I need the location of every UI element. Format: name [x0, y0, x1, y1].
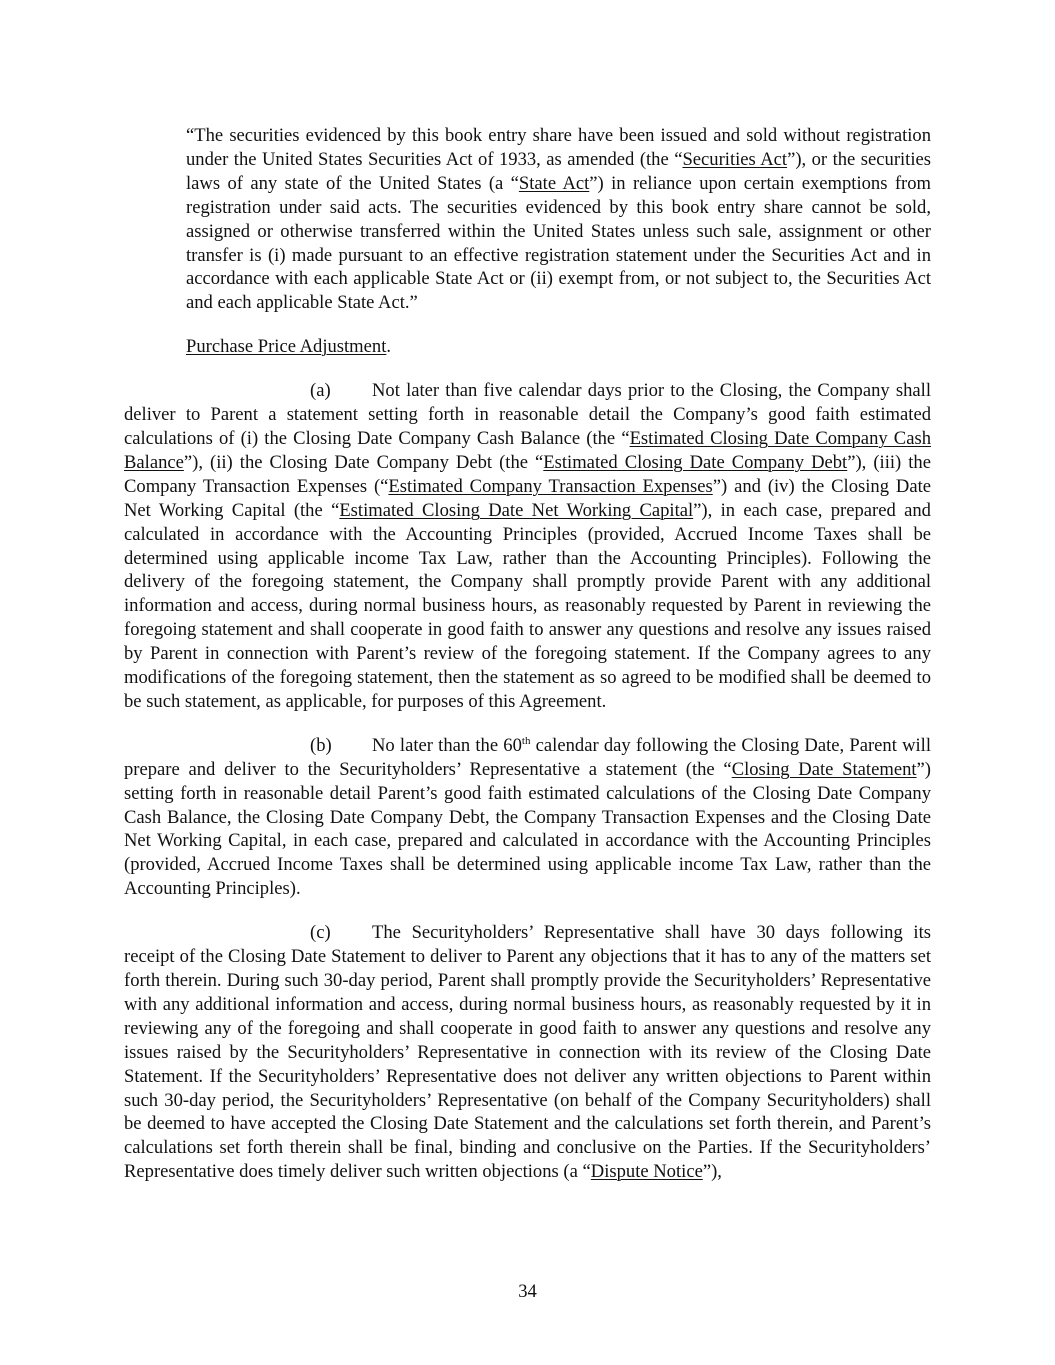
subsection-b	[124, 734, 931, 901]
document-page	[124, 124, 931, 1184]
section-heading-suffix: .	[386, 336, 392, 358]
text-run: ”), (ii) the Closing Date Company Debt (the “	[183, 451, 544, 473]
defined-term: Dispute Notice	[590, 1161, 703, 1183]
text-run: “The securities evidenced by this book entry share have been issued and sold without registration under the United States Securities Act of 1933, as amended (the “	[186, 125, 931, 170]
subsection-label: (b)	[310, 734, 332, 756]
ordinal-suffix: th	[521, 734, 531, 747]
text-run: ”) in reliance upon certain exemptions from registration under said acts. The securities evidenced by this book entry share cannot be sold, assigned or otherwise transferred within the United States unless such sale, assignment or other transfer is (i) made pursuant to an effective registration statement under the Securities Act and in accordance with each applicable State Act or (ii) exempt from, or not subject to, the Securities Act and each applicable State Act.”	[186, 172, 931, 314]
defined-term: Estimated Closing Date Company Debt	[543, 451, 848, 473]
text-run: No later than the 60	[372, 734, 522, 756]
text-run: calendar day following the Closing Date, Parent will prepare and deliver to the Securityholders’ Representative a statement (the “	[124, 734, 931, 780]
text-run: ”), (iii) the Company Transaction Expenses (“	[124, 451, 931, 497]
defined-term: Securities Act	[682, 148, 788, 170]
subsection-label: (a)	[310, 380, 331, 402]
text-run: ”),	[702, 1161, 722, 1183]
subsection-a	[124, 379, 931, 714]
defined-term: Estimated Closing Date Company Cash Balance	[124, 427, 931, 473]
text-run: The Securityholders’ Representative shall have 30 days following its receipt of the Closing Date Statement to deliver to Parent any objections that it has to any of the matters set forth therein. During such 30-day period, Parent shall promptly provide the Securityholders’ Representative with any additional information and access, during normal business hours, as reasonably requested by it in reviewing any of the foregoing and shall cooperate in good faith to answer any questions and resolve any issues raised by the Securityholders’ Representative in connection with its review of the Closing Date Statement. If the Securityholders’ Representative does not deliver any written objections to Parent within such 30-day period, the Securityholders’ Representative (on behalf of the Company Securityholders) shall be deemed to have accepted the Closing Date Statement and the calculations set forth therein, and Parent’s calculations set forth therein shall be final, binding and conclusive on the Parties. If the Securityholders’ Representative does timely deliver such written objections (a “	[124, 922, 931, 1183]
subsection-text	[124, 922, 931, 1182]
defined-term: Closing Date Statement	[731, 758, 917, 780]
subsection-c	[124, 921, 931, 1184]
text-run: ”), or the securities laws of any state of the United States (a “	[186, 148, 931, 194]
legend-quote	[186, 124, 931, 315]
text-run: ”) and (iv) the Closing Date Net Working Capital (the “	[124, 475, 931, 521]
defined-term: Estimated Company Transaction Expenses	[388, 475, 713, 497]
page-number: 34	[518, 1281, 537, 1302]
text-run: ”), in each case, prepared and calculated in accordance with the Accounting Principles (provided, Accrued Income Taxes shall be determined using applicable income Tax Law, rather than the Accounting Principles). Following the delivery of the foregoing statement, the Company shall promptly provide Parent with any additional information and access, during normal business hours, as reasonably requested by Parent in reviewing the foregoing statement and shall cooperate in good faith to answer any questions and resolve any issues raised by Parent in connection with Parent’s review of the foregoing statement. If the Company agrees to any modifications of the foregoing statement, then the statement as so agreed to be modified shall be deemed to be such statement, as applicable, for purposes of this Agreement.	[124, 499, 931, 712]
section-heading	[186, 335, 931, 359]
subsection-text	[124, 380, 931, 712]
section-heading-title: Purchase Price Adjustment	[186, 336, 387, 358]
defined-term: State Act	[518, 172, 590, 194]
subsection-label: (c)	[310, 922, 331, 944]
text-run: ”) setting forth in reasonable detail Parent’s good faith estimated calculations of the Closing Date Company Cash Balance, the Closing Date Company Debt, the Company Transaction Expenses and the Closing Date Net Working Capital, in each case, prepared and calculated in accordance with the Accounting Principles (provided, Accrued Income Taxes shall be determined using applicable income Tax Law, rather than the Accounting Principles).	[124, 758, 931, 900]
subsection-text	[124, 735, 931, 899]
defined-term: Estimated Closing Date Net Working Capital	[339, 499, 694, 521]
text-run: Not later than five calendar days prior to the Closing, the Company shall deliver to Parent a statement setting forth in reasonable detail the Company’s good faith estimated calculations of (i) the Closing Date Company Cash Balance (the “	[124, 380, 931, 449]
